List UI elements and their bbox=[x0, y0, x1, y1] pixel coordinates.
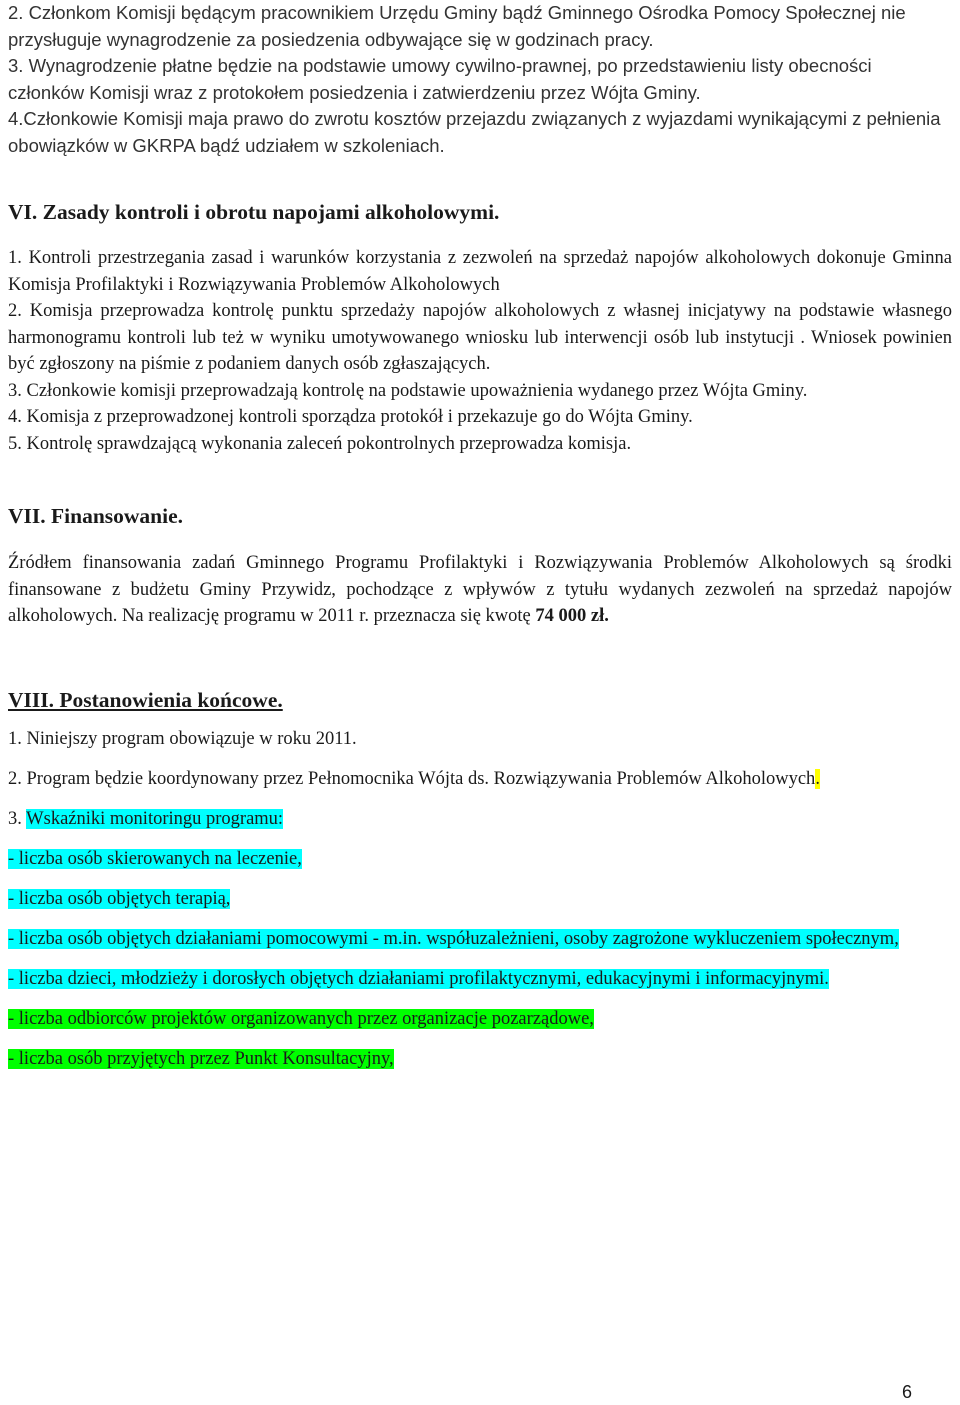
indicator-item bbox=[8, 959, 952, 999]
section-vii-body bbox=[8, 550, 952, 630]
indicator-item bbox=[8, 879, 952, 919]
indicator-item bbox=[8, 839, 952, 879]
section-vi-item-5: 5. Kontrolę sprawdzającą wykonania zaleceń pokontrolnych przeprowadza komisja. bbox=[8, 433, 632, 454]
paragraph-4: 4.Członkowie Komisji maja prawo do zwrotu kosztów przejazdu związanych z wyjazdami wynikającymi z pełnienia obowiązków w GKRPA bądź udziałem w szkoleniach. bbox=[8, 108, 941, 156]
indicator-text: - liczba osób objętych terapią, bbox=[8, 888, 231, 909]
financing-text: Źródłem finansowania zadań Gminnego Programu Profilaktyki i Rozwiązywania Problemów Alkoholowych są środki finansowane z budżetu Gminy Przywidz, pochodzące z wpływów z tytułu wydanych zezwoleń na sprzedaż napojów alkoholowych. Na realizację programu w 2011 r. przeznacza się kwotę bbox=[8, 553, 952, 626]
intro-paragraphs bbox=[8, 0, 952, 159]
section-vi-item-4: 4. Komisja z przeprowadzonej kontroli sporządza protokół i przekazuje go do Wójta Gminy. bbox=[8, 407, 693, 427]
final-item-3-label: Wskaźniki monitoringu programu: bbox=[26, 808, 284, 829]
indicator-text: - liczba dzieci, młodzieży i dorosłych objętych działaniami profilaktycznymi, edukacyjnymi i informacyjnymi. bbox=[8, 968, 829, 989]
indicator-text: - liczba osób przyjętych przez Punkt Konsultacyjny, bbox=[8, 1048, 394, 1069]
section-vi-item-3: 3. Członkowie komisji przeprowadzają kontrolę na podstawie upoważnienia wydanego przez Wójta Gminy. bbox=[8, 380, 808, 401]
final-item-1: 1. Niniejszy program obowiązuje w roku 2011. bbox=[8, 728, 357, 749]
paragraph-3: 3. Wynagrodzenie płatne będzie na podstawie umowy cywilno-prawnej, po przedstawieniu listy obecności członków Komisji wraz z protokołem posiedzenia i zatwierdzeniu przez Wójta Gminy. bbox=[8, 55, 872, 103]
financing-paragraph bbox=[8, 550, 952, 630]
financing-amount: 74 000 zł. bbox=[535, 606, 609, 626]
section-vi-body bbox=[8, 245, 952, 457]
final-item-2-text: 2. Program będzie koordynowany przez Pełnomocnika Wójta ds. Rozwiązywania Problemów Alkoholowych bbox=[8, 768, 816, 789]
indicator-item bbox=[8, 1039, 952, 1079]
final-item-3 bbox=[8, 799, 952, 839]
section-viii-body bbox=[8, 719, 952, 1079]
page-number: 6 bbox=[901, 1382, 912, 1402]
section-heading-viii: VIII. Postanowienia końcowe. bbox=[8, 687, 283, 712]
document-page bbox=[8, 0, 952, 1079]
final-item-2-period: . bbox=[815, 768, 820, 789]
indicator-item bbox=[8, 999, 952, 1039]
paragraph-2: 2. Członkom Komisji będącym pracownikiem Urzędu Gminy bądź Gminnego Ośrodka Pomocy Społecznej nie przysługuje wynagrodzenie za posiedzenia odbywające się w godzinach pracy. bbox=[8, 2, 906, 50]
section-heading-vi: VI. Zasady kontroli i obrotu napojami alkoholowymi. bbox=[8, 200, 500, 224]
indicator-text: - liczba osób skierowanych na leczenie, bbox=[8, 848, 302, 869]
final-item-3-number: 3. bbox=[8, 808, 27, 829]
indicator-text: - liczba osób objętych działaniami pomocowymi - m.in. współuzależnieni, osoby zagrożone wykluczeniem społecznym, bbox=[8, 928, 899, 949]
indicator-text: - liczba odbiorców projektów organizowanych przez organizacje pozarządowe, bbox=[8, 1008, 594, 1029]
indicator-item bbox=[8, 919, 952, 959]
section-vi-item-2: 2. Komisja przeprowadza kontrolę punktu sprzedaży napojów alkoholowych z własnej inicjatywy na podstawie własnego harmonogramu kontroli lub też w wyniku umotywowanego wniosku lub interwencji osób lub instytucji . Wniosek powinien być zgłoszony na piśmie z podaniem danych osób zgłaszających. bbox=[8, 301, 952, 374]
section-heading-vii: VII. Finansowanie. bbox=[8, 504, 184, 528]
section-vi-item-1: 1. Kontroli przestrzegania zasad i warunków korzystania z zezwoleń na sprzedaż napojów alkoholowych dokonuje Gminna Komisja Profilaktyki i Rozwiązywania Problemów Alkoholowych bbox=[8, 248, 952, 295]
final-item-2 bbox=[8, 759, 952, 799]
